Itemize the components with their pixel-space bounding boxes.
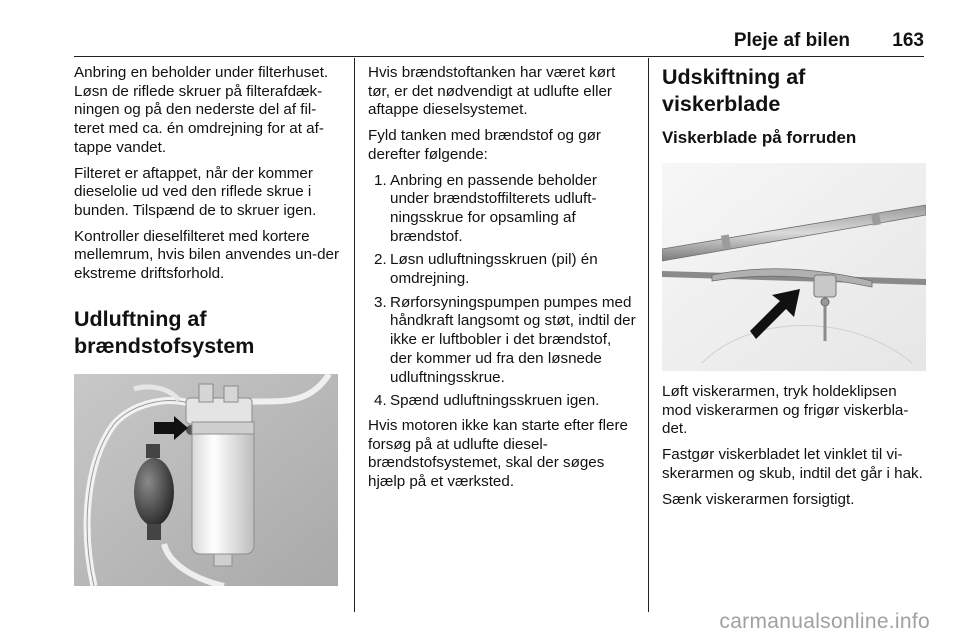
page-number: 163 <box>892 30 924 51</box>
bleeding-steps-list <box>368 172 636 411</box>
paragraph: Anbring en beholder under filterhuset. Løsn de riflede skruer på filterafdæk-ningen og på den nederste del af fil-teret med ca. én omdrejning for at af-tappe vandet. <box>74 64 329 156</box>
paragraph: Hvis brændstoftanken har været kørt tør, er det nødvendigt at udlufte eller aftappe dieselsystemet. <box>368 64 616 119</box>
list-item: 4. Spænd udluftningsskruen igen. <box>374 392 600 410</box>
list-item: 2. Løsn udluftningsskruen (pil) én omdrejning. <box>374 251 598 288</box>
section-heading-wiper-blades: Udskiftning af viskerblade <box>662 65 806 116</box>
column-middle <box>368 64 636 499</box>
list-item: 3. Rørforsyningspumpen pumpes med håndkraft langsomt og støt, indtil der ikke er luftbobler i det brændstof, der kommer ud fra den løsnede udluftningsskrue. <box>374 293 636 386</box>
header-rule <box>74 56 924 57</box>
wiper-blade-illustration <box>662 163 926 371</box>
column-right <box>662 64 928 516</box>
running-header-title: Pleje af bilen <box>733 30 850 51</box>
list-item: 1. Anbring en passende beholder under brændstoffilterets udluft-ningsskrue for opsamling af brændstof. <box>374 171 597 245</box>
column-divider-right <box>648 58 649 612</box>
paragraph: Sænk viskerarmen forsigtigt. <box>662 490 855 508</box>
column-left <box>74 64 346 586</box>
paragraph: Hvis motoren ikke kan starte efter flere forsøg på at udlufte diesel-brændstofsystemet, skal der søges hjælp på et værksted. <box>368 416 628 491</box>
paragraph: Kontroller dieselfilteret med kortere mellemrum, hvis bilen anvendes un-der ekstreme driftsforhold. <box>74 227 340 283</box>
fuel-filter-illustration <box>74 374 338 586</box>
paragraph: Filteret er aftappet, når der kommer dieselolie ud ved den riflede skrue i bunden. Tilspænd de to skruer igen. <box>74 164 317 219</box>
paragraph: Fastgør viskerbladet let vinklet til vi-skerarmen og skub, indtil det går i hak. <box>662 446 923 482</box>
section-heading-bleeding: Udluftning af brændstofsystem <box>74 306 255 358</box>
column-divider-left <box>354 58 355 612</box>
paragraph: Fyld tanken med brændstof og gør derefter følgende: <box>368 127 601 163</box>
subheading-windscreen-wipers: Viskerblade på forruden <box>662 128 857 147</box>
paragraph: Løft viskerarmen, tryk holdeklipsen mod viskerarmen og frigør viskerbla-det. <box>662 383 909 438</box>
watermark: carmanualsonline.info <box>719 610 930 633</box>
